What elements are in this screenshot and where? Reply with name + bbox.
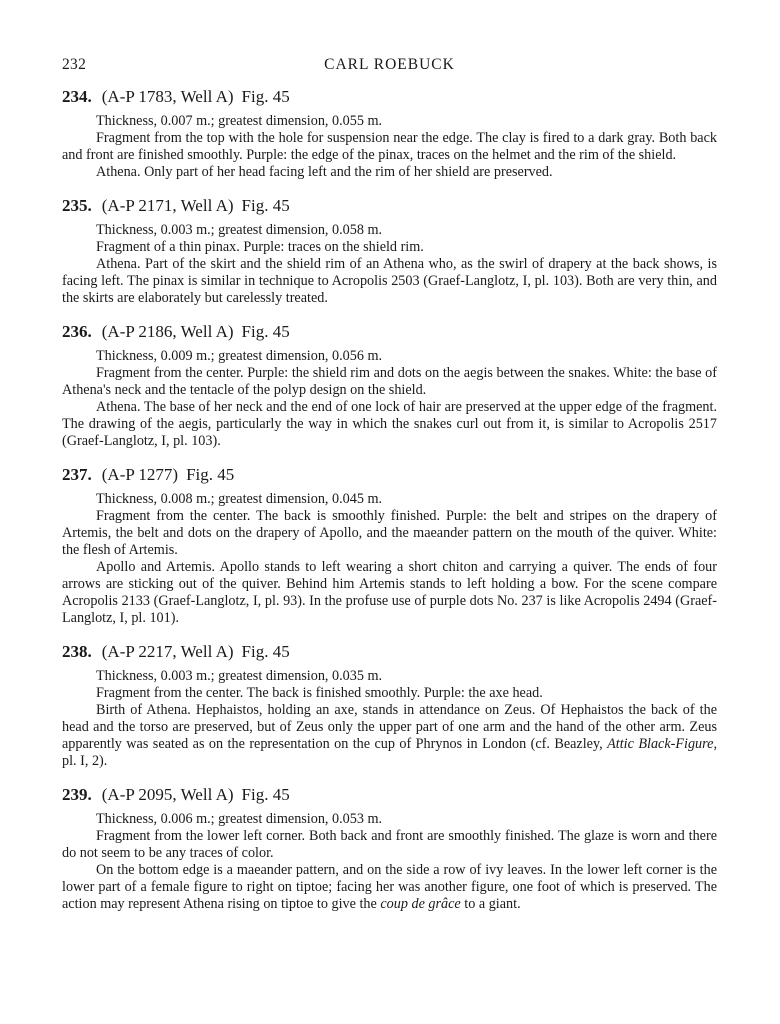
entry-235 <box>62 195 717 307</box>
inventory-reference: (A-P 2217, Well A) <box>101 642 234 661</box>
subject-text-end: , pl. I, 2). <box>62 736 717 769</box>
dimensions-paragraph: Thickness, 0.007 m.; greatest dimension, 0.055 m. <box>96 113 383 129</box>
description-paragraph: Fragment from the center. The back is smoothly finished. Purple: the belt and stripes on the drapery of Artemis, the belt and dots on the drapery of Apollo, and the maeander pattern on the mouth of the quiver. White: the flesh of Artemis. <box>62 508 717 558</box>
entry-234 <box>62 86 717 181</box>
entry-heading <box>62 321 717 343</box>
subject-paragraph: Athena. The base of her neck and the end of one lock of hair are preserved at the upper edge of the fragment. The drawing of the aegis, particularly the way in which the snakes curl out from it, is similar to Acropolis 2517 (Graef-Langlotz, I, pl. 103). <box>62 399 717 449</box>
entry-heading <box>62 784 717 806</box>
book-title: Attic Black-Figure <box>607 736 714 752</box>
description-paragraph: Fragment from the top with the hole for suspension near the edge. The clay is fired to a dark gray. Both back and front are finished smoothly. Purple: the edge of the pinax, traces on the helmet and the rim of the shield. <box>62 130 717 163</box>
subject-paragraph <box>62 862 717 913</box>
figure-reference: Fig. 45 <box>241 642 290 661</box>
entry-number: 239. <box>62 785 92 804</box>
figure-reference: Fig. 45 <box>241 87 290 106</box>
entry-237 <box>62 464 717 627</box>
description-paragraph: Fragment from the center. Purple: the shield rim and dots on the aegis between the snakes. White: the base of Athena's neck and the tentacle of the polyp design on the shield. <box>62 365 717 398</box>
subject-paragraph: Athena. Part of the skirt and the shield rim of an Athena who, as the swirl of drapery at the back shows, is facing left. The pinax is similar in technique to Acropolis 2503 (Graef-Langlotz, I, pl. 103). Both are very thin, and the skirts are elaborately but carelessly treated. <box>62 256 717 306</box>
entry-heading <box>62 195 717 217</box>
figure-reference: Fig. 45 <box>241 322 290 341</box>
description-paragraph: Fragment from the lower left corner. Both back and front are smoothly finished. The glaze is worn and there do not seem to be any traces of color. <box>62 828 717 861</box>
description-paragraph: Fragment from the center. The back is finished smoothly. Purple: the axe head. <box>96 685 543 701</box>
description-paragraph: Fragment of a thin pinax. Purple: traces on the shield rim. <box>96 239 424 255</box>
running-head <box>62 56 717 78</box>
entry-238 <box>62 641 717 770</box>
entry-239 <box>62 784 717 913</box>
subject-paragraph <box>62 702 717 770</box>
dimensions-paragraph: Thickness, 0.006 m.; greatest dimension, 0.053 m. <box>96 811 383 827</box>
figure-reference: Fig. 45 <box>241 196 290 215</box>
dimensions-paragraph: Thickness, 0.008 m.; greatest dimension, 0.045 m. <box>96 491 383 507</box>
page <box>62 56 717 913</box>
entry-number: 235. <box>62 196 92 215</box>
dimensions-paragraph: Thickness, 0.003 m.; greatest dimension, 0.058 m. <box>96 222 383 238</box>
running-title: CARL ROEBUCK <box>324 56 455 73</box>
page-number: 232 <box>62 56 87 73</box>
foreign-phrase: coup de grâce <box>380 896 461 912</box>
figure-reference: Fig. 45 <box>186 465 235 484</box>
entry-number: 238. <box>62 642 92 661</box>
entry-heading <box>62 86 717 108</box>
entry-number: 236. <box>62 322 92 341</box>
subject-text: On the bottom edge is a maeander pattern, and on the side a row of ivy leaves. In the lower left corner is the lower part of a female figure to right on tiptoe; facing her was another figure, one foot of which is preserved. The action may represent Athena rising on tiptoe to give the <box>62 862 717 912</box>
entry-number: 237. <box>62 465 92 484</box>
entry-heading <box>62 464 717 486</box>
subject-text-end: to a giant. <box>460 896 521 912</box>
inventory-reference: (A-P 1277) <box>101 465 179 484</box>
subject-paragraph: Apollo and Artemis. Apollo stands to left wearing a short chiton and carrying a quiver. The ends of four arrows are sticking out of the quiver. Behind him Artemis stands to left holding a bow. For the scene compare Acropolis 2133 (Graef-Langlotz, I, pl. 93). In the profuse use of purple dots No. 237 is like Acropolis 2494 (Graef-Langlotz, I, pl. 101). <box>62 559 717 626</box>
entry-236 <box>62 321 717 450</box>
inventory-reference: (A-P 2186, Well A) <box>101 322 234 341</box>
subject-text: Birth of Athena. Hephaistos, holding an axe, stands in attendance on Zeus. Of Hephaistos the back of the head and the torso are preserved, but of Zeus only the upper part of one arm and the hand of the other arm. Zeus apparently was seated as on the representation on the cup of Phrynos in London (cf. Beazley, <box>62 702 717 752</box>
inventory-reference: (A-P 1783, Well A) <box>101 87 234 106</box>
entry-number: 234. <box>62 87 92 106</box>
inventory-reference: (A-P 2171, Well A) <box>101 196 234 215</box>
dimensions-paragraph: Thickness, 0.003 m.; greatest dimension, 0.035 m. <box>96 668 383 684</box>
entry-heading <box>62 641 717 663</box>
inventory-reference: (A-P 2095, Well A) <box>101 785 234 804</box>
dimensions-paragraph: Thickness, 0.009 m.; greatest dimension, 0.056 m. <box>96 348 383 364</box>
subject-paragraph: Athena. Only part of her head facing left and the rim of her shield are preserved. <box>96 164 553 180</box>
figure-reference: Fig. 45 <box>241 785 290 804</box>
